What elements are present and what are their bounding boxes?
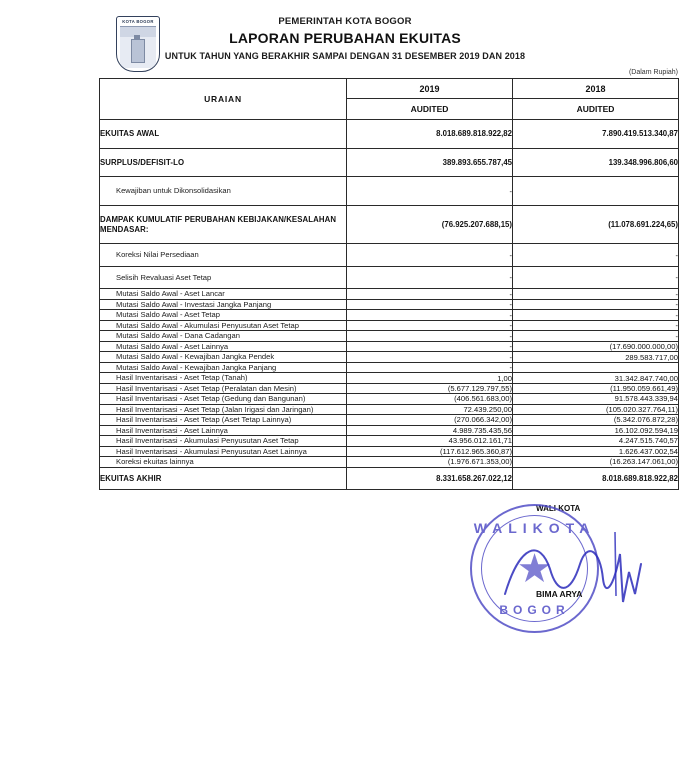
row-value-2018: (105.020.327.764,11)	[513, 404, 679, 414]
table-row	[100, 394, 679, 404]
row-label: EKUITAS AWAL	[100, 120, 347, 149]
official-stamp	[470, 504, 599, 633]
row-label: Mutasi Saldo Awal - Investasi Jangka Panjang	[100, 299, 347, 309]
row-value-2018: (5.342.076.872,28)	[513, 415, 679, 425]
row-value-2019: -	[347, 310, 513, 320]
row-label: EKUITAS AKHIR	[100, 467, 347, 490]
document-header	[0, 0, 690, 61]
row-value-2019: -	[347, 299, 513, 309]
row-value-2018: -	[513, 310, 679, 320]
row-value-2018: -	[513, 266, 679, 288]
kota-bogor-logo	[116, 16, 160, 72]
row-label: Mutasi Saldo Awal - Dana Cadangan	[100, 331, 347, 341]
table-row	[100, 362, 679, 372]
row-value-2019: -	[347, 177, 513, 205]
table-row	[100, 415, 679, 425]
column-header-2019: 2019	[347, 79, 513, 99]
report-title: LAPORAN PERUBAHAN EKUITAS	[229, 30, 461, 46]
row-label: Mutasi Saldo Awal - Aset Lainnya	[100, 341, 347, 351]
row-value-2019: -	[347, 266, 513, 288]
row-label: Mutasi Saldo Awal - Akumulasi Penyusutan Aset Tetap	[100, 320, 347, 330]
row-value-2018: 31.342.847.740,00	[513, 373, 679, 383]
column-header-uraian: URAIAN	[100, 79, 347, 120]
row-label: Hasil Inventarisasi - Aset Lainnya	[100, 425, 347, 435]
row-value-2018: 4.247.515.740,57	[513, 436, 679, 446]
currency-note: (Dalam Rupiah)	[628, 69, 678, 76]
table-row	[100, 341, 679, 351]
table-row	[100, 467, 679, 490]
row-label: Kewajiban untuk Dikonsolidasikan	[100, 177, 347, 205]
row-label: Hasil Inventarisasi - Akumulasi Penyusutan Aset Tetap	[100, 436, 347, 446]
row-value-2018: (11.078.691.224,65)	[513, 205, 679, 243]
row-value-2019: 4.989.735.435,56	[347, 425, 513, 435]
row-value-2018	[513, 362, 679, 372]
row-value-2018: -	[513, 244, 679, 266]
table-row	[100, 425, 679, 435]
report-period: UNTUK TAHUN YANG BERAKHIR SAMPAI DENGAN 31 DESEMBER 2019 DAN 2018	[164, 51, 526, 61]
row-label: DAMPAK KUMULATIF PERUBAHAN KEBIJAKAN/KESALAHAN MENDASAR:	[100, 205, 347, 243]
government-name: PEMERINTAH KOTA BOGOR	[278, 16, 412, 27]
row-value-2019: (76.925.207.688,15)	[347, 205, 513, 243]
table-header-row	[100, 79, 679, 99]
table-row	[100, 373, 679, 383]
row-value-2019: (5.677.129.797,55)	[347, 383, 513, 393]
row-value-2019: (406.561.683,00)	[347, 394, 513, 404]
row-value-2019: 389.893.655.787,45	[347, 148, 513, 177]
row-value-2018	[513, 177, 679, 205]
table-row	[100, 457, 679, 467]
table-row	[100, 177, 679, 205]
row-label: Hasil Inventarisasi - Aset Tetap (Jalan Irigasi dan Jaringan)	[100, 404, 347, 414]
row-label: Hasil Inventarisasi - Aset Tetap (Aset Tetap Lainnya)	[100, 415, 347, 425]
row-value-2019: 8.331.658.267.022,12	[347, 467, 513, 490]
row-label: Hasil Inventarisasi - Aset Tetap (Tanah)	[100, 373, 347, 383]
row-label: Hasil Inventarisasi - Aset Tetap (Peralatan dan Mesin)	[100, 383, 347, 393]
row-value-2019: 43.956.012.161,71	[347, 436, 513, 446]
table-row	[100, 148, 679, 177]
row-value-2018: 139.348.996.806,60	[513, 148, 679, 177]
row-value-2018: -	[513, 320, 679, 330]
row-label: Selisih Revaluasi Aset Tetap	[100, 266, 347, 288]
row-value-2018: (16.263.147.061,00)	[513, 457, 679, 467]
row-value-2018: 8.018.689.818.922,82	[513, 467, 679, 490]
row-value-2018: 16.102.092.594,19	[513, 425, 679, 435]
table-row	[100, 289, 679, 299]
row-value-2018: 91.578.443.339,94	[513, 394, 679, 404]
row-value-2019: 72.439.250,00	[347, 404, 513, 414]
row-value-2018: -	[513, 331, 679, 341]
table-row	[100, 352, 679, 362]
column-subheader-audited-2019: AUDITED	[347, 99, 513, 120]
row-label: Mutasi Saldo Awal - Kewajiban Jangka Panjang	[100, 362, 347, 372]
table-row	[100, 320, 679, 330]
row-value-2019: 1,00	[347, 373, 513, 383]
row-value-2019: (270.066.342,00)	[347, 415, 513, 425]
row-label: Mutasi Saldo Awal - Aset Tetap	[100, 310, 347, 320]
garuda-icon: ★	[516, 546, 553, 591]
signer-name: BIMA ARYA	[536, 589, 583, 600]
table-row	[100, 331, 679, 341]
table-row	[100, 383, 679, 393]
row-label: Mutasi Saldo Awal - Aset Lancar	[100, 289, 347, 299]
row-label: Koreksi Nilai Persediaan	[100, 244, 347, 266]
row-value-2019: -	[347, 244, 513, 266]
row-label: Koreksi ekuitas lainnya	[100, 457, 347, 467]
table-row	[100, 244, 679, 266]
table-row	[100, 436, 679, 446]
row-value-2018: 1.626.437.002,54	[513, 446, 679, 456]
row-label: SURPLUS/DEFISIT-LO	[100, 148, 347, 177]
signature-title: WALI KOTA	[536, 504, 581, 514]
stamp-bottom-text: BOGOR	[499, 603, 570, 618]
row-label: Hasil Inventarisasi - Aset Tetap (Gedung dan Bangunan)	[100, 394, 347, 404]
stamp-top-text: WALIKOTA	[473, 520, 596, 537]
equity-statement-table	[99, 78, 678, 490]
row-value-2018: 7.890.419.513.340,87	[513, 120, 679, 149]
row-value-2019: (1.976.671.353,00)	[347, 457, 513, 467]
row-value-2019: -	[347, 352, 513, 362]
row-value-2019: -	[347, 362, 513, 372]
column-header-2018: 2018	[513, 79, 679, 99]
table-row	[100, 446, 679, 456]
row-value-2019: -	[347, 320, 513, 330]
row-value-2018: (11.950.059.661,49)	[513, 383, 679, 393]
row-value-2018: 289.583.717,00	[513, 352, 679, 362]
row-value-2018: (17.690.000.000,00)	[513, 341, 679, 351]
table-row	[100, 120, 679, 149]
signature-block	[0, 494, 690, 644]
table-row	[100, 404, 679, 414]
row-value-2019: (117.612.965.360,87)	[347, 446, 513, 456]
table-row	[100, 310, 679, 320]
row-label: Hasil Inventarisasi - Akumulasi Penyusutan Aset Lainnya	[100, 446, 347, 456]
column-subheader-audited-2018: AUDITED	[513, 99, 679, 120]
row-value-2019: -	[347, 289, 513, 299]
row-value-2019: -	[347, 341, 513, 351]
table-row	[100, 205, 679, 243]
logo-label: KOTA BOGOR	[122, 19, 154, 24]
row-value-2019: 8.018.689.818.922,82	[347, 120, 513, 149]
row-value-2018: -	[513, 299, 679, 309]
row-label: Mutasi Saldo Awal - Kewajiban Jangka Pendek	[100, 352, 347, 362]
row-value-2018: -	[513, 289, 679, 299]
row-value-2019: -	[347, 331, 513, 341]
table-row	[100, 266, 679, 288]
table-row	[100, 299, 679, 309]
